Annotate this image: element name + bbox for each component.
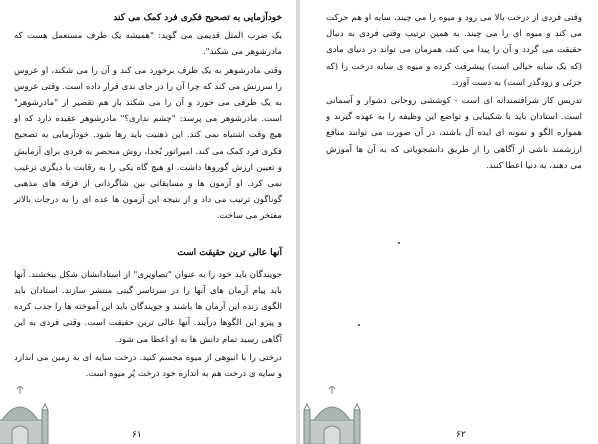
page-62 — [300, 0, 598, 444]
page-number: ۶۱ — [132, 430, 142, 440]
page-61-text — [14, 10, 282, 384]
page-number: ۶۲ — [456, 430, 466, 440]
paragraph: درختی را با انبوهی از میوه مجسم کنید. درخت سایه ای به زمین می اندازد و سایه ی درخت هم به اندازه خود درخت پُر میوه است. — [14, 352, 282, 380]
section-heading-highest-truth: آنها عالی ترین حقیقت است — [177, 247, 282, 258]
page-61 — [0, 0, 296, 444]
mosque-dome-icon — [302, 380, 362, 444]
paragraph: وقتی مادرشوهر به یک ظرف برخورد می کند و آن را می شکند، او عروس را سرزنش می کند که چرا آن را در جای بدی قرار داده است. وقتی عروس به یک ظرفی می خورد و آن را می شکند باز هم تقصیر از "مادرشوهر" است. مادرشوهر می پرسد: "چشم نداری؟" مادرشوهر عقیده دارد که او هیچ وقت اشتباه نمی کند. این ذهنیت باید رها شود. خودآزمایی به تصحیح فکری فرد کمک می کند. امپراتور بُجدا، روش منحصر به فردی برای آزمایش و تعیین ارزش گوروها داشت. او هیچ گاه یکی را به رقابت با دیگری ترغیب نمی کرد. او آزمون ها و مسابقاتی بین شاگردانی از فرقه های مذهبی گوناگون ترتیب می داد و از نتیجه این آزمون ها عده ای را به درجات بالاتر مفتخر می ساخت. — [14, 65, 282, 222]
print-speck — [358, 324, 360, 326]
paragraph: وقتی فردی از درخت بالا می رود و میوه را می چیند، سایه او هم حرکت می کند و میوه ای را می چیند. به همین ترتیب وقتی فردی به دنبال حقیقت می گردد و آن را پیدا می کند، همزمان می تواند در دنیای مادی (که یک سایه خیالی است) پیشرفت کرده و میوه ی سایه درخت را (که جزئی و زودگذر است) به دست آورد. — [326, 13, 582, 88]
print-speck — [398, 242, 400, 244]
paragraph: جویندگان باید خود را به عنوان "تصاویری" از استادانشان شکل ببخشند. آنها باید پیام آرمان های آنها را در سرتاسر گیتی منتشر سازند. استادان باید الگوی زنده این آرمان ها باشند و جویندگان باید این آموخته ها را جذب کرده و پیرو این الگوها درآیند. آنها عالی ترین حقیقت است. وقتی فردی به این آگاهی رسید تمام دانش ها به او اعطا می شود. — [14, 269, 282, 345]
mosque-dome-icon — [0, 380, 50, 444]
paragraph: تدریس کار شرافتمندانه ای است - کوششی روحانی دشوار و آسمانی است. استادان باید با شکیبایی و تواضع این وظیفه را به عهده گیرند و همواره الگو و نمونه ای ایده آل باشند، در آن صورت می توانند منافع ارزشمند ناشی از آگاهی را از طریق دانشجویانی که به آن ها آموزش می دهند، به دنیا اعطا کنند. — [326, 96, 582, 171]
page-62-text — [326, 10, 582, 176]
section-heading-self-examination: خودآزمایی به تصحیح فکری فرد کمک می کند — [113, 13, 282, 23]
paragraph: یک ضرب المثل قدیمی می گوید: "همیشه یک طرف مستعمل هست که مادرشوهر می شکند". — [14, 31, 282, 58]
